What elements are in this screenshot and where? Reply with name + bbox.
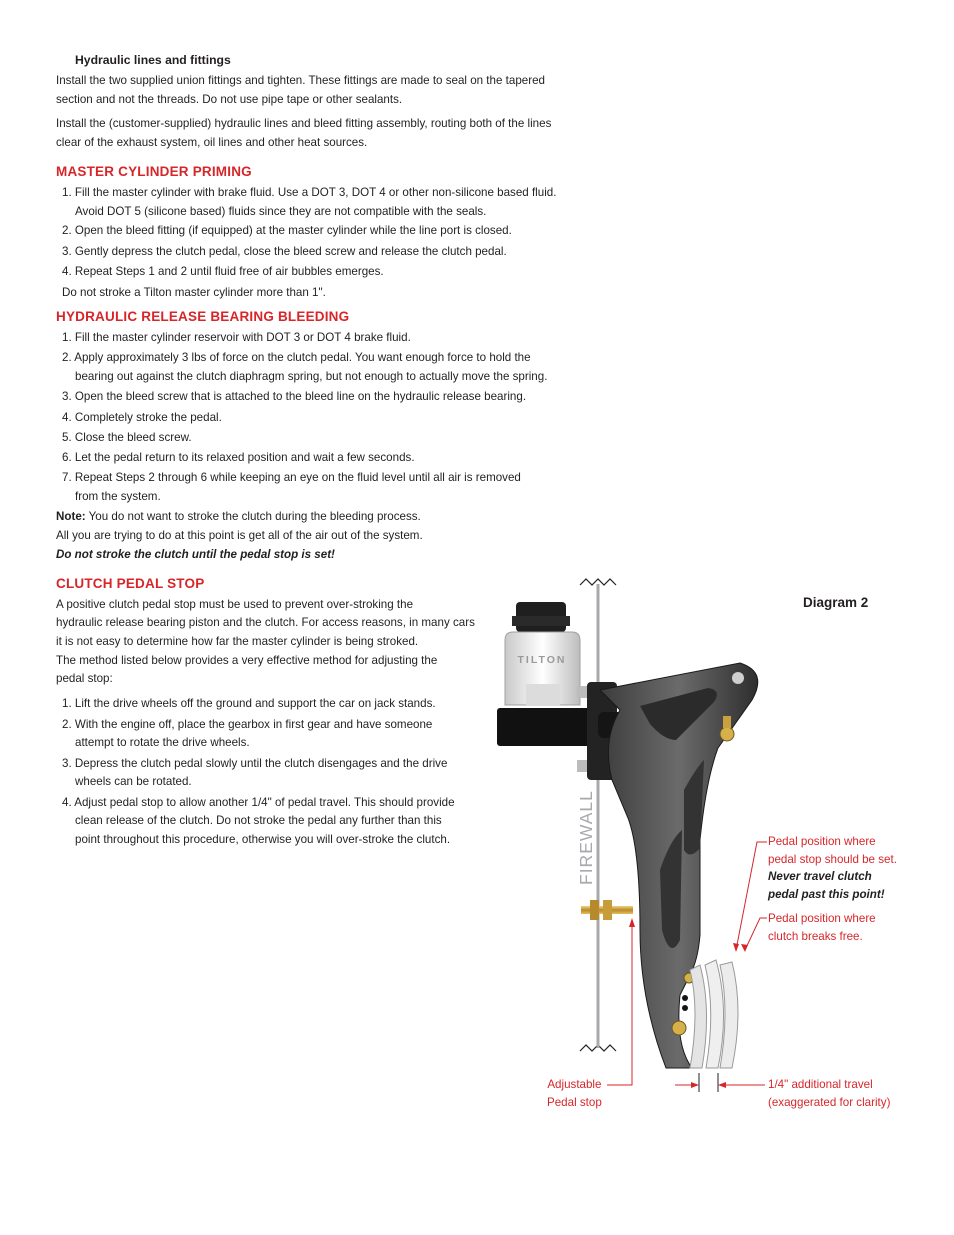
tilton-logo: TILTON xyxy=(517,654,567,666)
hydraulic-lines-paragraph-2a: Install the (customer-supplied) hydraulic lines and bleed fitting assembly, routing both of the lines xyxy=(56,117,552,130)
annotation-never-travel-warning: Never travel clutch pedal past this point! xyxy=(768,870,885,901)
pedal-stop-intro: The method listed below provides a very effective method for adjusting the xyxy=(56,653,438,667)
annotation-clutch-break-position: Pedal position where clutch breaks free. xyxy=(768,912,876,943)
bleeding-heading: HYDRAULIC RELEASE BEARING BLEEDING xyxy=(56,309,350,324)
priming-step: Avoid DOT 5 (silicone based) fluids since they are not compatible with the seals. xyxy=(75,204,487,218)
pedal-stop-step: 4. Adjust pedal stop to allow another 1/4" of pedal travel. This should provide xyxy=(62,795,455,809)
note-label: Note: xyxy=(56,509,86,523)
arrow-head-clutch-break xyxy=(741,944,748,952)
pedal-pad-position-1 xyxy=(690,965,707,1068)
priming-step: 4. Repeat Steps 1 and 2 until fluid free of air bubbles emerges. xyxy=(62,265,384,278)
arrow-head-travel-right xyxy=(718,1082,726,1088)
pedal-stop-step: wheels can be rotated. xyxy=(75,774,192,788)
hydraulic-lines-paragraph-2b: clear of the exhaust system, oil lines and other heat sources. xyxy=(56,135,368,149)
leader-pedal-stop-position xyxy=(736,842,767,950)
pedal-stop-step: 1. Lift the drive wheels off the ground and support the car on jack stands. xyxy=(62,696,436,710)
annotation-pedal-stop-position: Pedal position where pedal stop should be set. xyxy=(768,835,897,866)
pedal-stop-step: 2. With the engine off, place the gearbox in first gear and have someone xyxy=(62,717,433,731)
priming-step: 2. Open the bleed fitting (if equipped) at the master cylinder while the line port is closed. xyxy=(62,224,512,237)
bleeding-step: 5. Close the bleed screw. xyxy=(62,430,192,444)
priming-step: 1. Fill the master cylinder with brake fluid. Use a DOT 3, DOT 4 or other non-silicone based fluid. xyxy=(62,185,557,199)
arrow-head-travel-left xyxy=(691,1082,699,1088)
bleeding-step: 7. Repeat Steps 2 through 6 while keeping an eye on the fluid level until all air is removed xyxy=(62,470,521,484)
hydraulic-lines-title: Hydraulic lines and fittings xyxy=(75,53,231,67)
pedal-stop-intro: it is not easy to determine how far the master cylinder is being stroked. xyxy=(56,634,419,648)
bleeding-step: bearing out against the clutch diaphragm spring, but not enough to actually move the spring. xyxy=(75,369,548,383)
priming-step: 3. Gently depress the clutch pedal, close the bleed screw and release the clutch pedal. xyxy=(62,244,507,258)
hydraulic-lines-paragraph-1a: Install the two supplied union fittings and tighten. These fittings are made to seal on the tapered xyxy=(56,74,545,87)
bleeding-step: 3. Open the bleed screw that is attached to the bleed line on the hydraulic release bearing. xyxy=(62,389,527,403)
bleeding-step: 6. Let the pedal return to its relaxed position and wait a few seconds. xyxy=(62,450,415,464)
firewall-label: FIREWALL xyxy=(576,790,596,885)
priming-heading: MASTER CYLINDER PRIMING xyxy=(56,164,252,179)
leader-clutch-break-position xyxy=(745,918,767,950)
annotation-adjustable-pedal-stop: Adjustable Pedal stop xyxy=(547,1078,602,1109)
hydraulic-lines-paragraph-1b: section and not the threads. Do not use pipe tape or other sealants. xyxy=(56,92,403,106)
pedal-stop-step: point throughout this procedure, otherwise you will over-stroke the clutch. xyxy=(75,832,451,846)
leader-adjustable-stop xyxy=(607,925,632,1085)
pedal-stop-intro: A positive clutch pedal stop must be used to prevent over-stroking the xyxy=(56,597,414,611)
adjustable-pedal-stop xyxy=(581,900,633,920)
annotation-additional-travel: 1/4" additional travel (exaggerated for clarity) xyxy=(768,1078,891,1109)
bleeding-warning: Do not stroke the clutch until the pedal stop is set! xyxy=(56,547,335,561)
pedal-stop-step: attempt to rotate the drive wheels. xyxy=(75,735,250,749)
note-text: You do not want to stroke the clutch during the bleeding process. xyxy=(85,509,421,523)
pedal-stop-step: clean release of the clutch. Do not stroke the pedal any further than this xyxy=(75,813,442,827)
bleeding-step: 4. Completely stroke the pedal. xyxy=(62,410,222,424)
bleeding-step: 2. Apply approximately 3 lbs of force on the clutch pedal. You want enough force to hold the xyxy=(62,350,531,364)
pedal-stop-intro: hydraulic release bearing piston and the clutch. For access reasons, in many cars xyxy=(56,616,475,629)
pedal-pad-position-2 xyxy=(705,960,724,1068)
arrow-head-adjustable-stop xyxy=(629,918,635,927)
bleeding-step: from the system. xyxy=(75,489,161,503)
arrow-head-pedal-stop xyxy=(733,943,739,952)
pedal-stop-step: 3. Depress the clutch pedal slowly until the clutch disengages and the drive xyxy=(62,756,448,770)
pedal-stop-intro: pedal stop: xyxy=(56,671,113,685)
priming-warning: Do not stroke a Tilton master cylinder more than 1". xyxy=(62,285,326,299)
bleeding-note-line-2: All you are trying to do at this point is get all of the air out of the system. xyxy=(56,528,423,542)
pedal-stop-heading: CLUTCH PEDAL STOP xyxy=(56,576,205,591)
diagram-title: Diagram 2 xyxy=(803,595,869,610)
bleeding-step: 1. Fill the master cylinder reservoir with DOT 3 or DOT 4 brake fluid. xyxy=(62,330,411,344)
